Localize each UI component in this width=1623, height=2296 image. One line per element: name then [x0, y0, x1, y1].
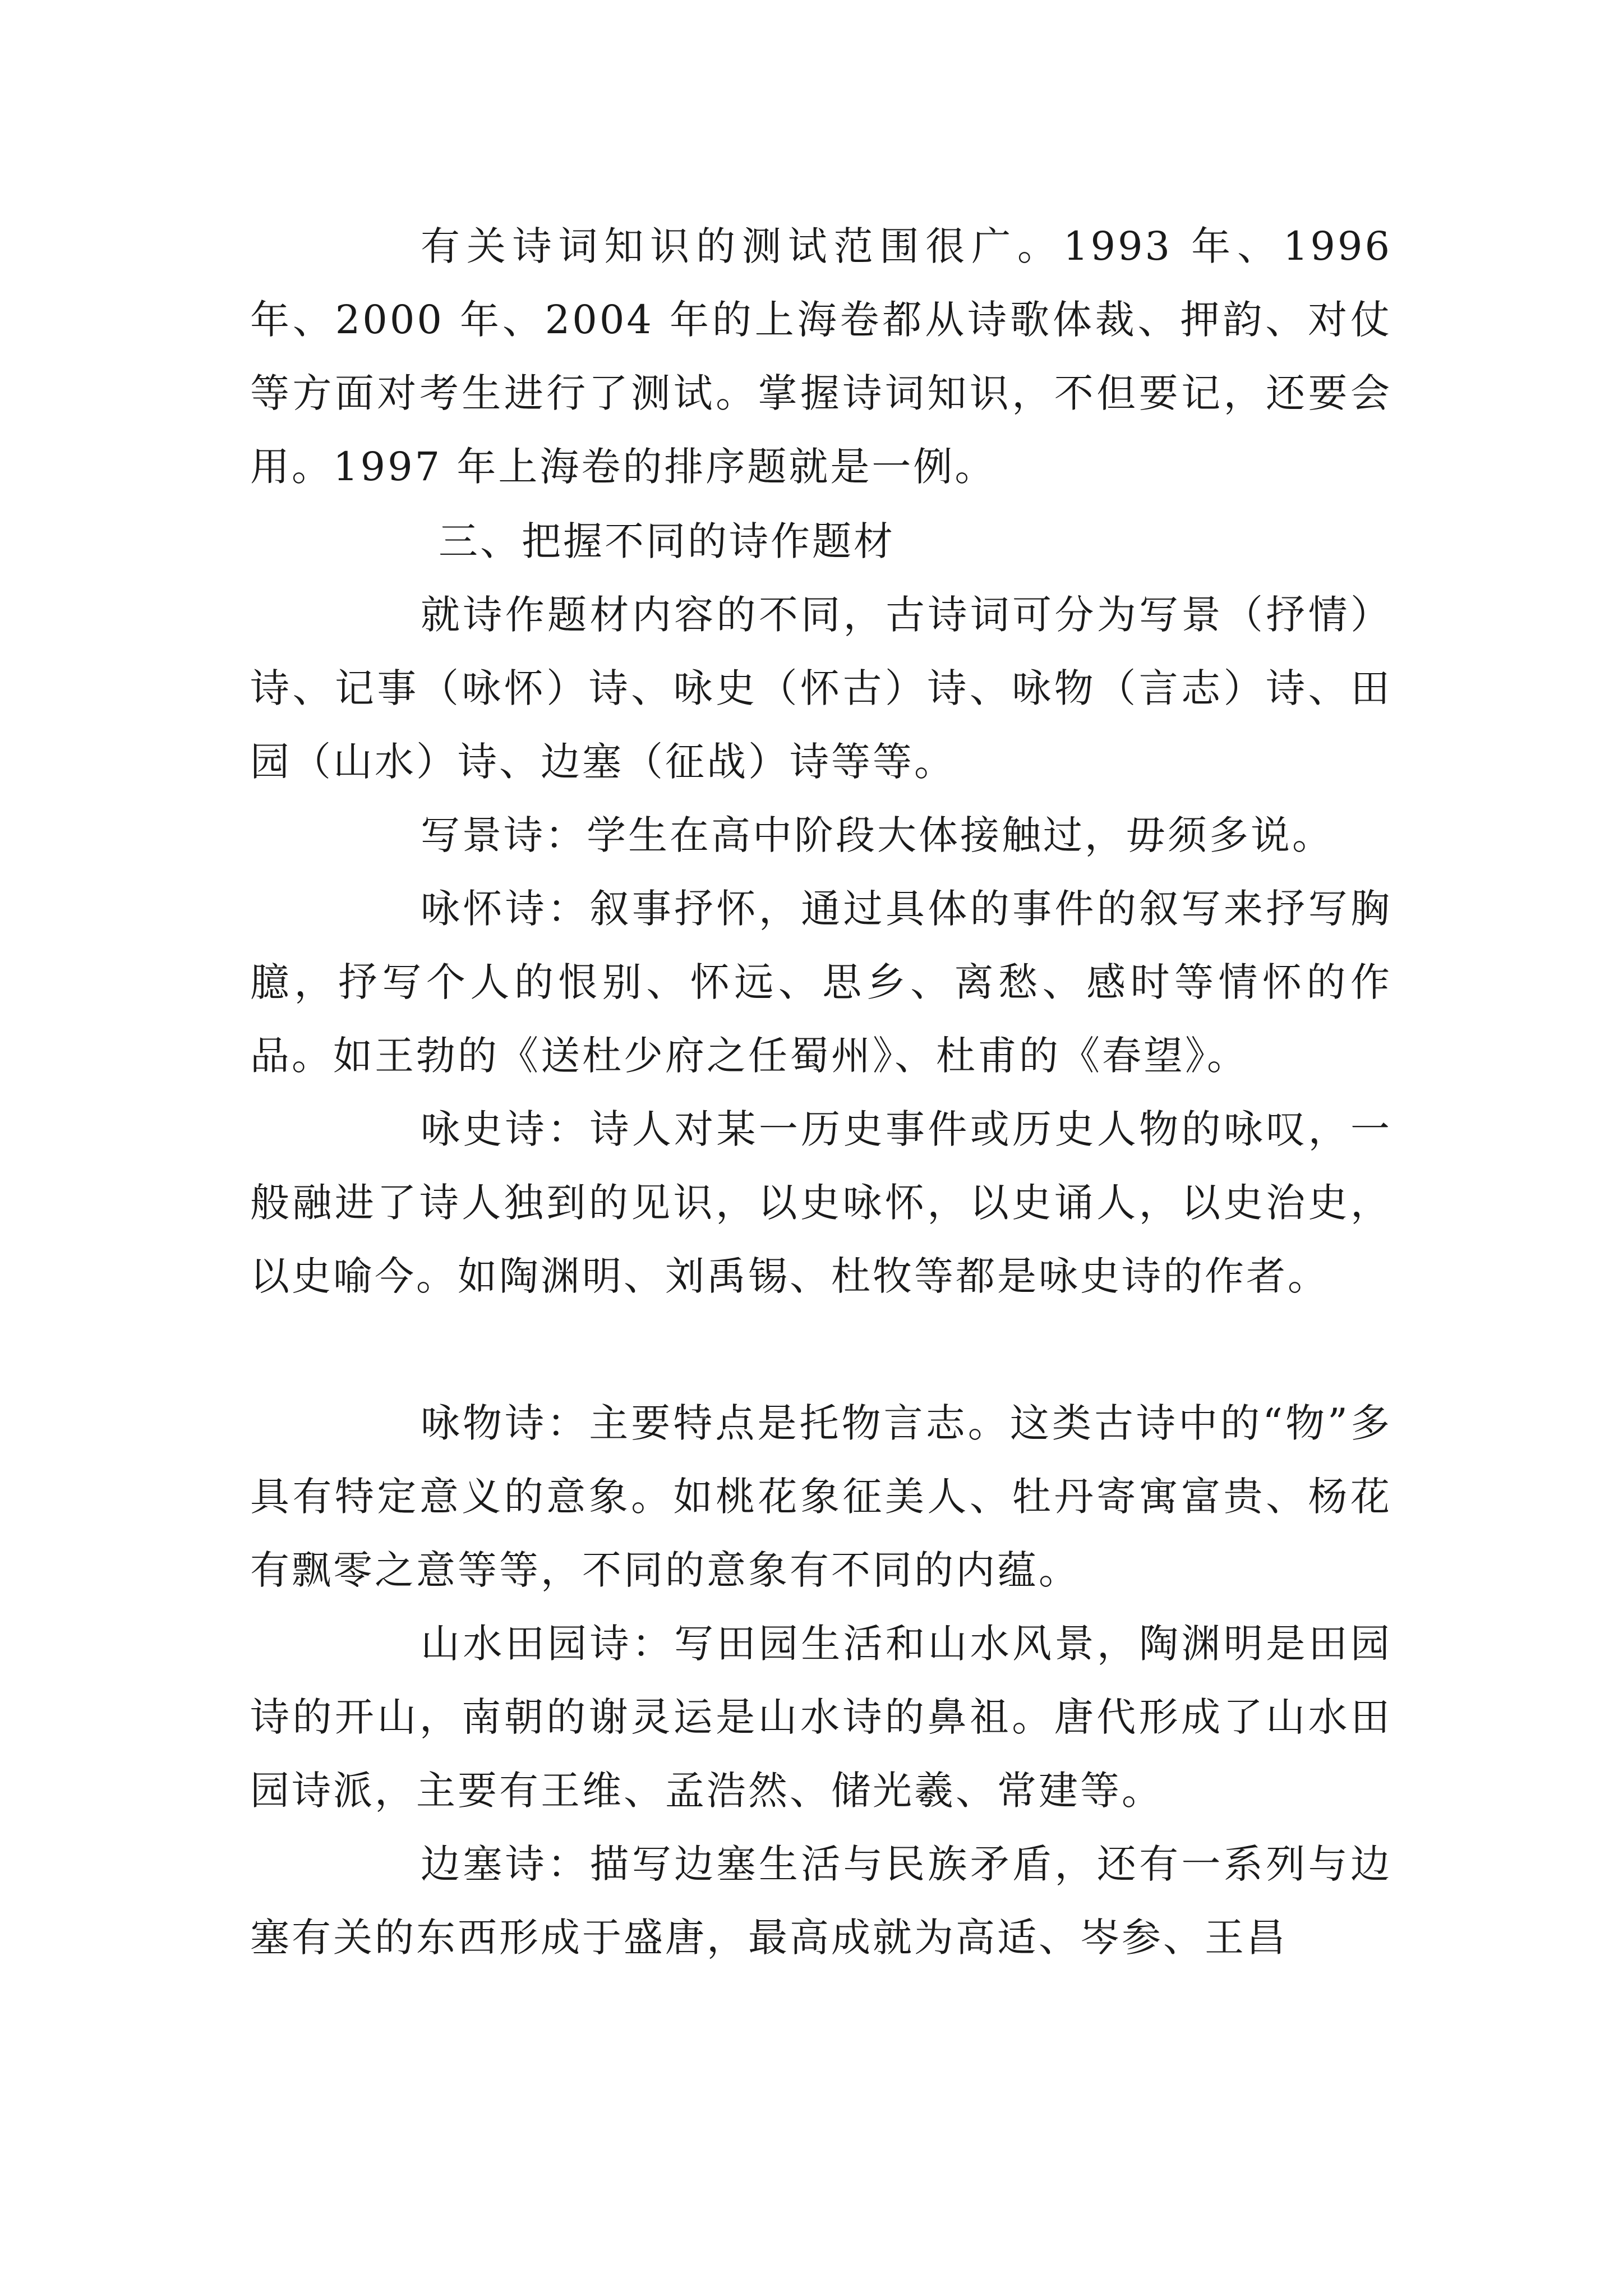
- paragraph-frontier-poems: 边塞诗：描写边塞生活与民族矛盾，还有一系列与边塞有关的东西形成于盛唐，最高成就为高适、岑参、王昌: [250, 1841, 1392, 1961]
- paragraph-poetry-knowledge: 有关诗词知识的测试范围很广。1993 年、1996 年、2000 年、2004 年的上海卷都从诗歌体裁、押韵、对仗等方面对考生进行了测试。掌握诗词知识，不但要记，还要会用。1997 年上海卷的排序题就是一例。: [250, 223, 1392, 490]
- paragraph-history-poems: 咏史诗：诗人对某一历史事件或历史人物的咏叹，一般融进了诗人独到的见识，以史咏怀，以史诵人，以史治史，以史喻今。如陶渊明、刘禹锡、杜牧等都是咏史诗的作者。: [250, 1106, 1392, 1299]
- paragraph-scenery-poems: 写景诗：学生在高中阶段大体接触过，毋须多说。: [421, 812, 1334, 858]
- paragraph-object-poems: 咏物诗：主要特点是托物言志。这类古诗中的“物”多具有特定意义的意象。如桃花象征美人、牡丹寄寓富贵、杨花有飘零之意等等，不同的意象有不同的内蕴。: [250, 1400, 1392, 1593]
- section-heading-poetry-themes: 三、把握不同的诗作题材: [439, 518, 895, 564]
- paragraph-landscape-pastoral-poems: 山水田园诗：写田园生活和山水风景，陶渊明是田园诗的开山，南朝的谢灵运是山水诗的鼻祖。唐代形成了山水田园诗派，主要有王维、孟浩然、储光羲、常建等。: [250, 1621, 1392, 1814]
- paragraph-theme-categories: 就诗作题材内容的不同，古诗词可分为写景（抒情）诗、记事（咏怀）诗、咏史（怀古）诗、咏物（言志）诗、田园（山水）诗、边塞（征战）诗等等。: [250, 592, 1392, 785]
- paragraph-narrative-poems: 咏怀诗：叙事抒怀，通过具体的事件的叙写来抒写胸臆，抒写个人的恨别、怀远、思乡、离愁、感时等情怀的作品。如王勃的《送杜少府之任蜀州》、杜甫的《春望》。: [250, 886, 1392, 1079]
